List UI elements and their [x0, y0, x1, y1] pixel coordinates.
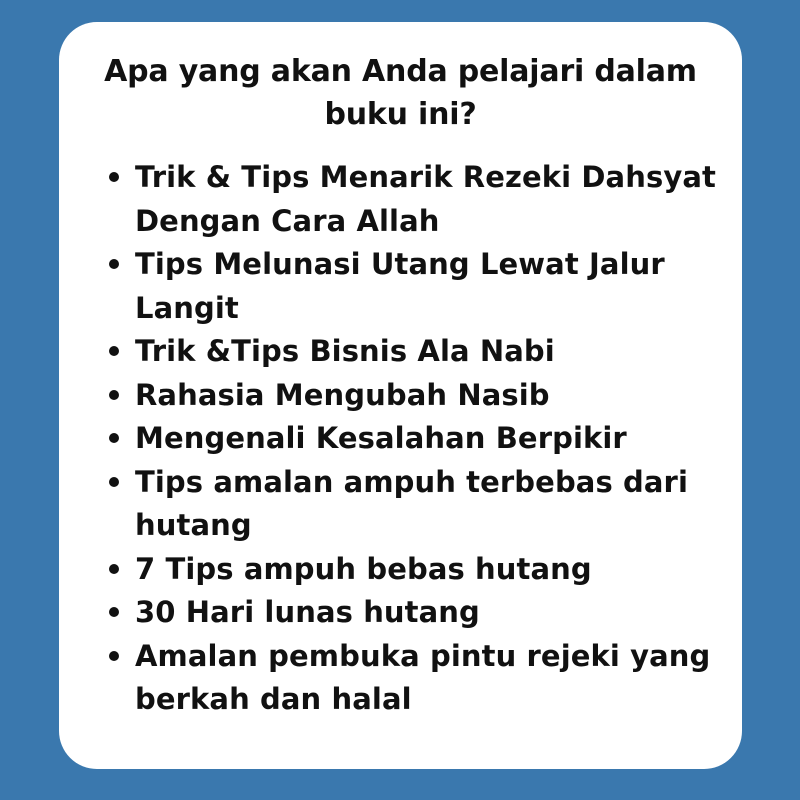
list-item	[109, 417, 729, 461]
bullet-icon	[109, 651, 119, 661]
bullet-icon	[109, 477, 119, 487]
list-item-text: Amalan pembuka pintu rejeki yang berkah dan halal	[135, 638, 711, 716]
list-item	[109, 461, 729, 548]
bullet-icon	[109, 346, 119, 356]
list-item-text: Trik &Tips Bisnis Ala Nabi	[135, 334, 555, 368]
list-item	[109, 635, 729, 722]
list-item-text: Tips Melunasi Utang Lewat Jalur Langit	[135, 247, 665, 325]
bullet-icon	[109, 433, 119, 443]
bullet-icon	[109, 172, 119, 182]
list-item-text: 7 Tips ampuh bebas hutang	[135, 551, 592, 586]
bullet-icon	[109, 607, 119, 617]
list-item-text: Mengenali Kesalahan Berpikir	[135, 421, 627, 455]
content-card	[59, 22, 742, 769]
list-item-text: Rahasia Mengubah Nasib	[135, 377, 550, 412]
bullet-icon	[109, 390, 119, 400]
list-item	[109, 374, 729, 418]
bullet-icon	[109, 259, 119, 269]
list-item-text: Trik & Tips Menarik Rezeki Dahsyat Dengan Cara Allah	[135, 160, 716, 238]
page-title: Apa yang akan Anda pelajari dalam buku ini?	[104, 54, 697, 132]
list-item	[109, 548, 729, 592]
list-item-text: Tips amalan ampuh terbebas dari hutang	[135, 464, 688, 542]
list-item	[109, 591, 729, 635]
list-item	[109, 243, 729, 330]
list-item	[109, 156, 729, 243]
list-item-text: 30 Hari lunas hutang	[135, 595, 480, 629]
learning-list	[109, 156, 729, 722]
bullet-icon	[109, 564, 119, 574]
list-item	[109, 330, 729, 374]
